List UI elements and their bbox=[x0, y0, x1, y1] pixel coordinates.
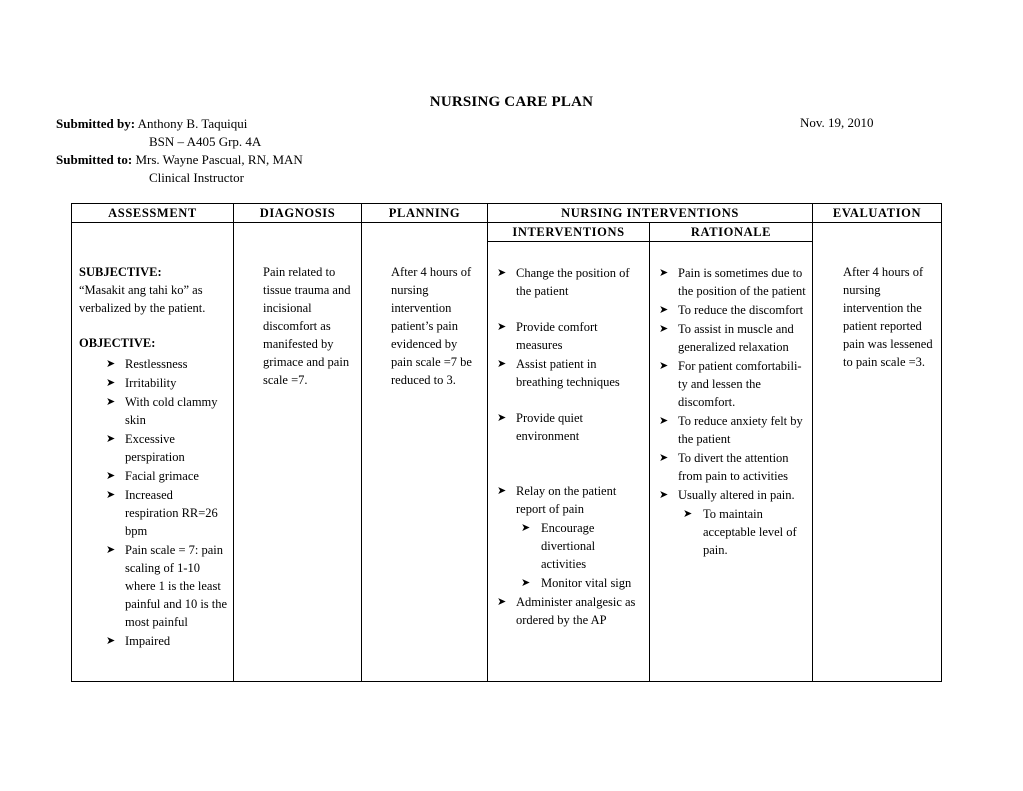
arrow-bullet-icon: ➤ bbox=[106, 433, 116, 445]
list-item: ➤ Excessive perspiration bbox=[106, 432, 185, 464]
arrow-bullet-icon: ➤ bbox=[659, 415, 669, 427]
header-nursing-interventions: NURSING INTERVENTIONS bbox=[488, 204, 813, 223]
header-assessment: ASSESSMENT bbox=[72, 204, 234, 223]
evaluation-cell bbox=[813, 223, 942, 682]
arrow-bullet-icon: ➤ bbox=[497, 321, 507, 333]
arrow-bullet-icon: ➤ bbox=[659, 360, 669, 372]
list-item: ➤ Administer analgesic as ordered by the AP bbox=[497, 595, 636, 627]
arrow-bullet-icon: ➤ bbox=[106, 470, 116, 482]
planning-cell bbox=[362, 223, 488, 682]
list-item: ➤ To reduce the discomfort bbox=[659, 303, 804, 317]
list-item: ➤ To divert the attention from pain to activities bbox=[659, 451, 789, 483]
subjective-label: SUBJECTIVE: bbox=[79, 265, 162, 279]
page-title: NURSING CARE PLAN bbox=[429, 94, 594, 110]
arrow-bullet-icon: ➤ bbox=[497, 485, 507, 497]
list-item: ➤ Usually altered in pain. bbox=[659, 488, 795, 502]
arrow-bullet-icon: ➤ bbox=[497, 412, 507, 424]
list-item: ➤ Monitor vital sign bbox=[521, 576, 632, 590]
list-item: ➤ For patient comfortabili-ty and lessen the discomfort. bbox=[659, 359, 802, 409]
header-evaluation: EVALUATION bbox=[813, 204, 942, 223]
subjective-text: “Masakit ang tahi ko” as verbalized by the patient. bbox=[79, 283, 206, 315]
list-item: ➤ Irritability bbox=[106, 376, 177, 390]
objective-list bbox=[103, 355, 229, 650]
arrow-bullet-icon: ➤ bbox=[106, 377, 116, 389]
arrow-bullet-icon: ➤ bbox=[106, 635, 116, 647]
submitted-to-name: Mrs. Wayne Pascual, RN, MAN bbox=[135, 152, 303, 167]
submitted-to-role: Clinical Instructor bbox=[149, 170, 244, 185]
arrow-bullet-icon: ➤ bbox=[659, 489, 669, 501]
arrow-bullet-icon: ➤ bbox=[659, 267, 669, 279]
list-item: ➤ Provide comfort measures bbox=[497, 320, 598, 352]
list-item: ➤ To reduce anxiety felt by the patient bbox=[659, 414, 803, 446]
arrow-bullet-icon: ➤ bbox=[659, 304, 669, 316]
evaluation-text: After 4 hours of nursing intervention the patient reported pain was lessened to pain scale =3. bbox=[843, 265, 933, 369]
rationale-cell bbox=[650, 242, 813, 682]
arrow-bullet-icon: ➤ bbox=[683, 508, 693, 520]
submitted-by-name: Anthony B. Taquiqui bbox=[137, 116, 248, 131]
list-item: ➤ Increased respiration RR=26 bpm bbox=[106, 488, 218, 538]
list-item: ➤ Assist patient in breathing techniques bbox=[497, 357, 620, 389]
arrow-bullet-icon: ➤ bbox=[497, 358, 507, 370]
list-item: ➤ Impaired bbox=[106, 634, 171, 648]
list-item: ➤ Facial grimace bbox=[106, 469, 199, 483]
list-item: ➤ Pain scale = 7: pain scaling of 1-10 where 1 is the least painful and 10 is the most painful bbox=[106, 543, 228, 629]
arrow-bullet-icon: ➤ bbox=[106, 396, 116, 408]
submitted-by-label: Submitted by: bbox=[56, 116, 136, 131]
header-diagnosis: DIAGNOSIS bbox=[234, 204, 362, 223]
list-item: ➤ With cold clammy skin bbox=[106, 395, 218, 427]
arrow-bullet-icon: ➤ bbox=[106, 489, 116, 501]
assessment-cell bbox=[72, 223, 234, 682]
list-item: ➤ Relay on the patient report of pain bbox=[497, 484, 617, 516]
arrow-bullet-icon: ➤ bbox=[659, 323, 669, 335]
arrow-bullet-icon: ➤ bbox=[659, 452, 669, 464]
care-plan-table bbox=[71, 203, 942, 682]
diagnosis-text: Pain related to tissue trauma and incisional discomfort as manifested by grimace and pain scale =7. bbox=[263, 265, 351, 387]
submitted-to-line bbox=[56, 151, 303, 169]
list-item: ➤ Encourage divertional activities bbox=[521, 521, 596, 571]
diagnosis-cell bbox=[234, 223, 362, 682]
list-item: ➤ Provide quiet environment bbox=[497, 411, 584, 443]
rationale-list bbox=[650, 242, 812, 559]
list-item: ➤ To assist in muscle and generalized relaxation bbox=[659, 322, 794, 354]
document-date: Nov. 19, 2010 bbox=[800, 115, 874, 130]
list-item: ➤ Restlessness bbox=[106, 357, 188, 371]
header-planning: PLANNING bbox=[362, 204, 488, 223]
arrow-bullet-icon: ➤ bbox=[521, 577, 531, 589]
header-interventions: INTERVENTIONS bbox=[488, 223, 650, 242]
arrow-bullet-icon: ➤ bbox=[106, 544, 116, 556]
objective-label: OBJECTIVE: bbox=[79, 336, 156, 350]
interventions-list bbox=[488, 242, 649, 629]
submitted-by-course: BSN – A405 Grp. 4A bbox=[149, 134, 262, 149]
submitted-to-label: Submitted to: bbox=[56, 152, 133, 167]
list-item: ➤ To maintain acceptable level of pain. bbox=[683, 507, 797, 557]
interventions-cell bbox=[488, 242, 650, 682]
list-item: ➤ Pain is sometimes due to the position of the patient bbox=[659, 266, 806, 298]
list-item: ➤ Change the position of the patient bbox=[497, 266, 630, 298]
arrow-bullet-icon: ➤ bbox=[497, 267, 507, 279]
arrow-bullet-icon: ➤ bbox=[106, 358, 116, 370]
submitted-by-line bbox=[56, 115, 247, 133]
arrow-bullet-icon: ➤ bbox=[497, 596, 507, 608]
header-rationale: RATIONALE bbox=[650, 223, 813, 242]
arrow-bullet-icon: ➤ bbox=[521, 522, 531, 534]
planning-text: After 4 hours of nursing intervention patient’s pain evidenced by pain scale =7 be reduced to 3. bbox=[391, 265, 472, 387]
